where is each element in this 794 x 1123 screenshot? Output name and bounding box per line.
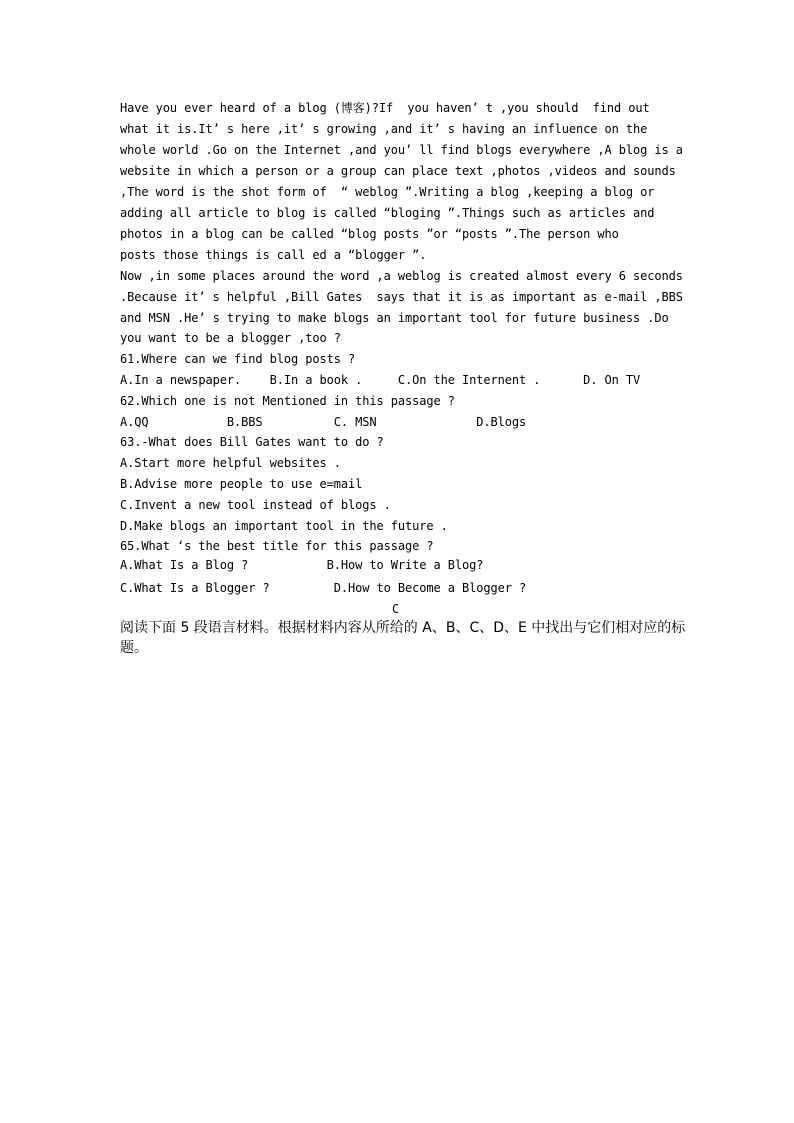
section-letter: C (392, 602, 400, 616)
passage-line: whole world .Go on the Internet ,and you’ ll find blogs everywhere ,A blog is a (120, 143, 683, 157)
question-61-stem: 61.Where can we find blog posts ? (120, 352, 356, 366)
passage-line: Have you ever heard of a blog (博客)?If you haven’ t ,you should find out (120, 101, 650, 115)
question-62-stem: 62.Which one is not Mentioned in this passage ? (120, 394, 455, 408)
question-63-option-a: A.Start more helpful websites . (120, 456, 341, 470)
passage-line: Now ,in some places around the word ,a weblog is created almost every 6 seconds (120, 269, 683, 283)
instruction-line-2: 题。 (120, 640, 148, 656)
instruction-line-1: 阅读下面 5 段语言材料。根据材料内容从所给的 A、B、C、D、E 中找出与它们相对应的标 (120, 620, 686, 636)
passage-line: and MSN .He’ s trying to make blogs an important tool for future business .Do (120, 311, 669, 325)
passage-line: .Because it’ s helpful ,Bill Gates says that it is as important as e-mail ,BBS (120, 290, 683, 304)
question-63-stem: 63.-What does Bill Gates want to do ? (120, 435, 384, 449)
passage-line: adding all article to blog is called “bloging ”.Things such as articles and (120, 206, 655, 220)
passage-line: what it is.It’ s here ,it’ s growing ,and it’ s having an influence on the (120, 122, 648, 136)
passage-line: you want to be a blogger ,too ? (120, 331, 341, 345)
question-65-options-ab: A.What Is a Blog ? B.How to Write a Blog? (120, 558, 484, 572)
passage-line: ,The word is the shot form of “ weblog ”.Writing a blog ,keeping a blog or (120, 185, 655, 199)
question-63-option-b: B.Advise more people to use e=mail (120, 477, 363, 491)
question-62-options: A.QQ B.BBS C. MSN D.Blogs (120, 415, 527, 429)
passage-line: website in which a person or a group can place text ,photos ,videos and sounds (120, 164, 676, 178)
passage-line: posts those things is call ed a “blogger ”. (120, 248, 427, 262)
question-65-options-cd: C.What Is a Blogger ? D.How to Become a Blogger ? (120, 581, 527, 595)
passage-line: photos in a blog can be called “blog posts ”or “posts ”.The person who (120, 227, 619, 241)
question-63-option-c: C.Invent a new tool instead of blogs . (120, 498, 391, 512)
question-63-option-d: D.Make blogs an important tool in the future . (120, 519, 448, 533)
question-65-stem: 65.What ‘s the best title for this passage ? (120, 539, 434, 553)
question-61-options: A.In a newspaper. B.In a book . C.On the Internent . D. On TV (120, 373, 641, 387)
